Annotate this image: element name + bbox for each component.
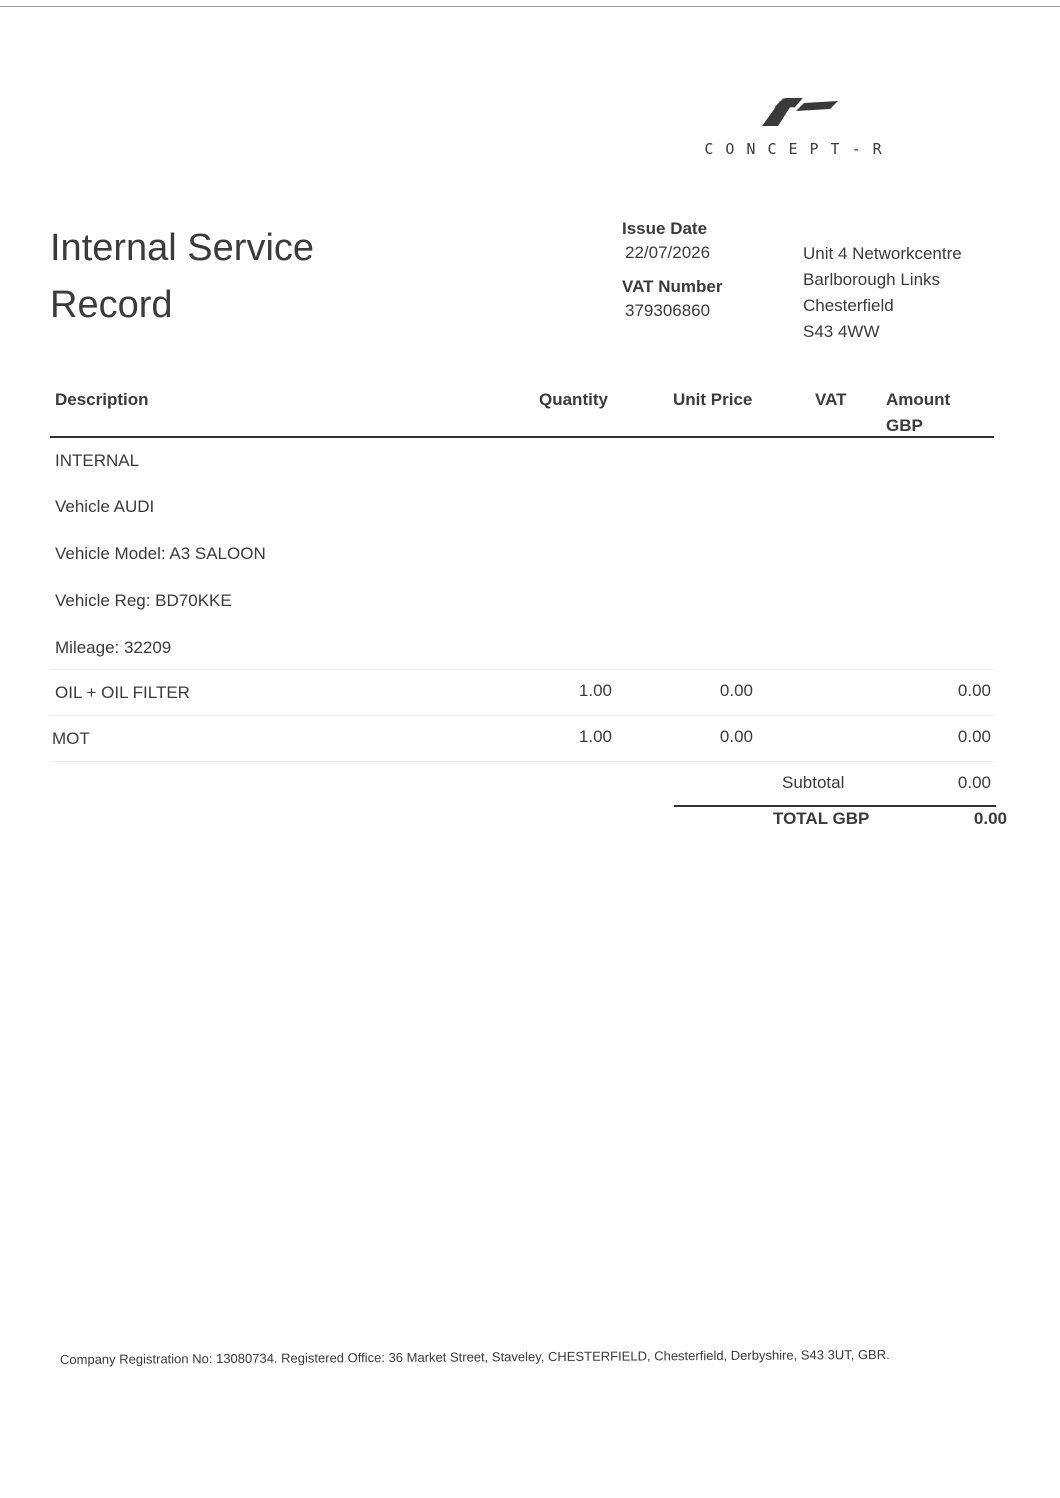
line-item-unit-price: 0.00 [719, 681, 753, 700]
line-item-quantity: 1.00 [578, 681, 612, 700]
logo-wordmark: CONCEPT-R [704, 140, 894, 158]
line-item-description: MOT [52, 729, 90, 748]
document-meta [622, 219, 722, 321]
line-item-amount: 0.00 [957, 681, 991, 700]
line-item-unit-price: 0.00 [719, 727, 753, 746]
info-text: Vehicle Model: A3 SALOON [55, 544, 266, 563]
line-item-row [50, 716, 994, 762]
title-line-1: Internal Service [50, 227, 315, 269]
title-line-2: Record [50, 284, 173, 326]
page-title [50, 220, 314, 334]
total-label: TOTAL GBP [773, 809, 870, 828]
row-divider [50, 761, 994, 762]
header-vat: VAT [815, 390, 847, 409]
issue-date-label: Issue Date [622, 219, 708, 238]
company-registration-footer: Company Registration No: 13080734. Registered Office: 36 Market Street, Staveley, CHESTERFIELD, Chesterfield, Derbyshire, S43 3UT, GBR. [59, 1346, 890, 1367]
total-value: 0.00 [973, 809, 1007, 828]
line-item-amount: 0.00 [957, 727, 991, 746]
info-row [50, 531, 994, 577]
header-description: Description [55, 390, 149, 409]
info-text: INTERNAL [55, 451, 140, 470]
vat-number-value: 379306860 [625, 301, 711, 320]
address-line: S43 4WW [803, 322, 880, 341]
info-row [50, 484, 994, 530]
scan-edge-line [0, 6, 1060, 7]
company-logo [690, 96, 920, 166]
address-line: Barlborough Links [803, 270, 941, 289]
company-address [803, 241, 962, 345]
info-row [50, 625, 994, 671]
header-amount-line-2: GBP [886, 416, 923, 435]
issue-date-value: 22/07/2026 [625, 243, 711, 262]
total-rule [674, 805, 996, 807]
header-amount-line-1: Amount [886, 390, 951, 409]
subtotal-value: 0.00 [957, 773, 991, 792]
header-amount [886, 387, 950, 439]
subtotal-label: Subtotal [782, 773, 845, 792]
info-text: Vehicle AUDI [55, 497, 155, 516]
info-text: Vehicle Reg: BD70KKE [55, 591, 232, 610]
line-item-row [50, 670, 994, 716]
address-line: Chesterfield [803, 296, 894, 315]
header-quantity: Quantity [539, 390, 608, 409]
info-text: Mileage: 32209 [55, 638, 172, 657]
concept-r-logo-mark-icon [760, 98, 840, 128]
line-item-description: OIL + OIL FILTER [55, 683, 190, 702]
info-row [50, 438, 994, 484]
address-line: Unit 4 Networkcentre [803, 244, 962, 263]
header-unit-price: Unit Price [673, 390, 753, 409]
line-item-quantity: 1.00 [578, 727, 612, 746]
vat-number-label: VAT Number [622, 277, 723, 296]
info-row [50, 578, 994, 624]
